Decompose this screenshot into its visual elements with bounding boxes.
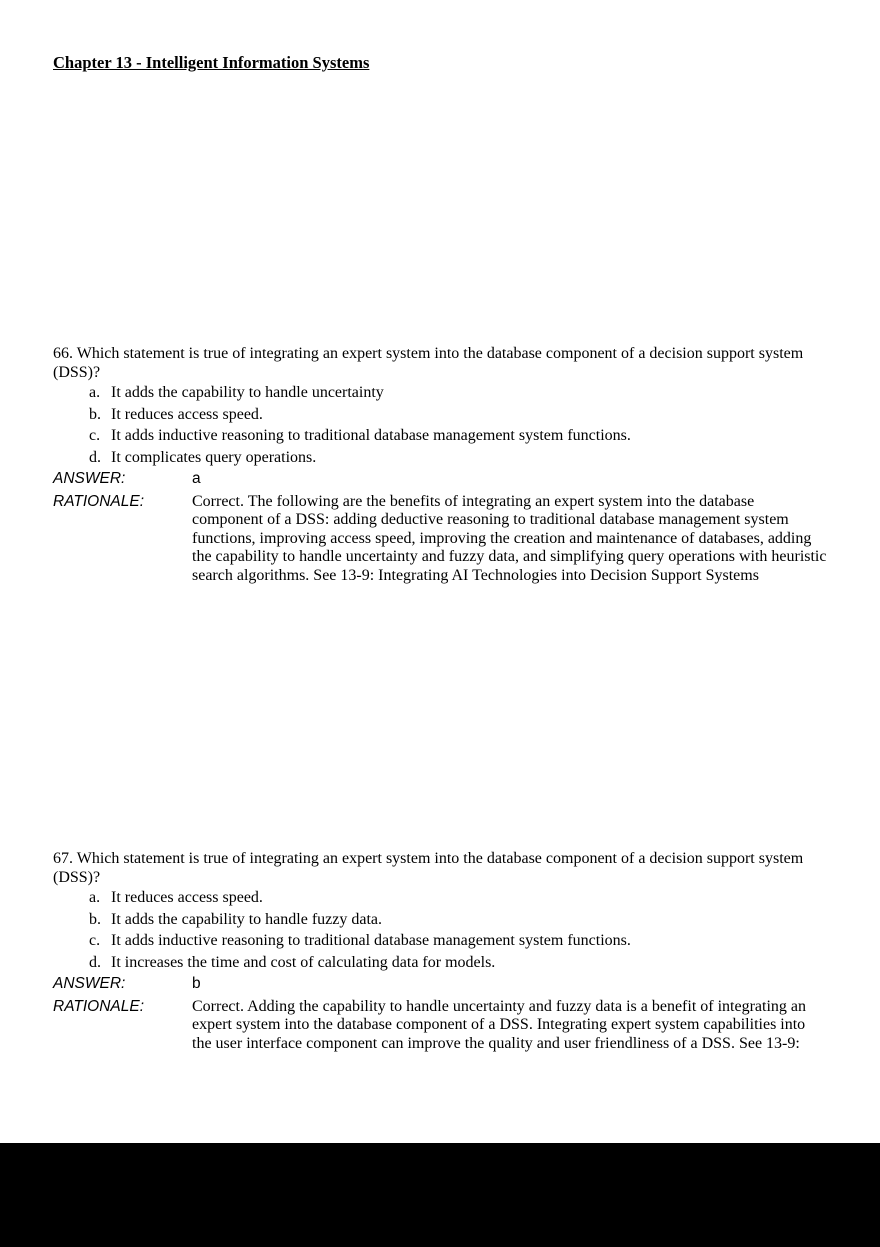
question-number: 67. [53,850,73,867]
answer-label: ANSWER: [53,975,126,992]
question-block-67 [53,850,833,1053]
option-row-a [53,889,833,908]
option-row-b [53,911,833,930]
answer-value: b [192,975,201,992]
option-text: It adds the capability to handle uncertainty [111,384,384,401]
option-text: It adds inductive reasoning to traditional database management system functions. [111,932,631,949]
options-list [53,889,833,972]
option-letter: a. [89,384,101,401]
rationale-label: RATIONALE: [53,997,145,1015]
option-row-a [53,384,833,403]
option-letter: d. [89,448,101,466]
answer-label: ANSWER: [53,470,126,487]
question-stem: Which statement is true of integrating an expert system into the database component of a decision support system (DSS)? [53,345,804,381]
option-letter: c. [89,427,101,444]
option-letter: d. [89,953,101,971]
question-number: 66. [53,345,73,362]
option-text: It reduces access speed. [111,405,263,423]
option-text: It adds the capability to handle fuzzy data. [111,910,383,928]
question-block-66 [53,345,833,585]
option-letter: b. [89,405,101,423]
option-text: It adds inductive reasoning to traditional database management system functions. [111,427,631,444]
question-text [53,345,809,382]
option-row-d [53,954,833,973]
chapter-heading: Chapter 13 - Intelligent Information Systems [53,53,370,72]
options-list [53,384,833,467]
rationale-row [53,998,833,1054]
option-letter: b. [89,910,101,928]
option-text: It complicates query operations. [111,448,317,466]
rationale-row [53,493,833,586]
answer-row [53,975,833,994]
option-text: It increases the time and cost of calculating data for models. [111,953,496,971]
option-row-b [53,406,833,425]
rationale-text: Correct. The following are the benefits of integrating an expert system into the database component of a DSS: adding deductive reasoning to traditional database management system functions, improving access speed, improving the creation and maintenance of databases, adding the capability to handle uncertainty and fuzzy data, and simplifying query operations with heuristic search algorithms. See 13-9: Integrating AI Technologies into Decision Support Systems [192,492,827,584]
rationale-text: Correct. Adding the capability to handle uncertainty and fuzzy data is a benefit of integrating an expert system into the database component of a DSS. Integrating expert system capabilities into the user interface component can improve the quality and user friendliness of a DSS. See 13-9: [192,997,807,1052]
answer-value: a [192,470,201,487]
option-row-c [53,427,833,446]
bottom-black-bar [0,1143,880,1247]
option-text: It reduces access speed. [111,889,263,906]
rationale-label: RATIONALE: [53,492,145,510]
option-row-c [53,932,833,951]
question-stem: Which statement is true of integrating an expert system into the database component of a decision support system (DSS)? [53,850,804,886]
answer-row [53,470,833,489]
question-text [53,850,809,887]
option-row-d [53,449,833,468]
option-letter: c. [89,932,101,949]
option-letter: a. [89,889,101,906]
